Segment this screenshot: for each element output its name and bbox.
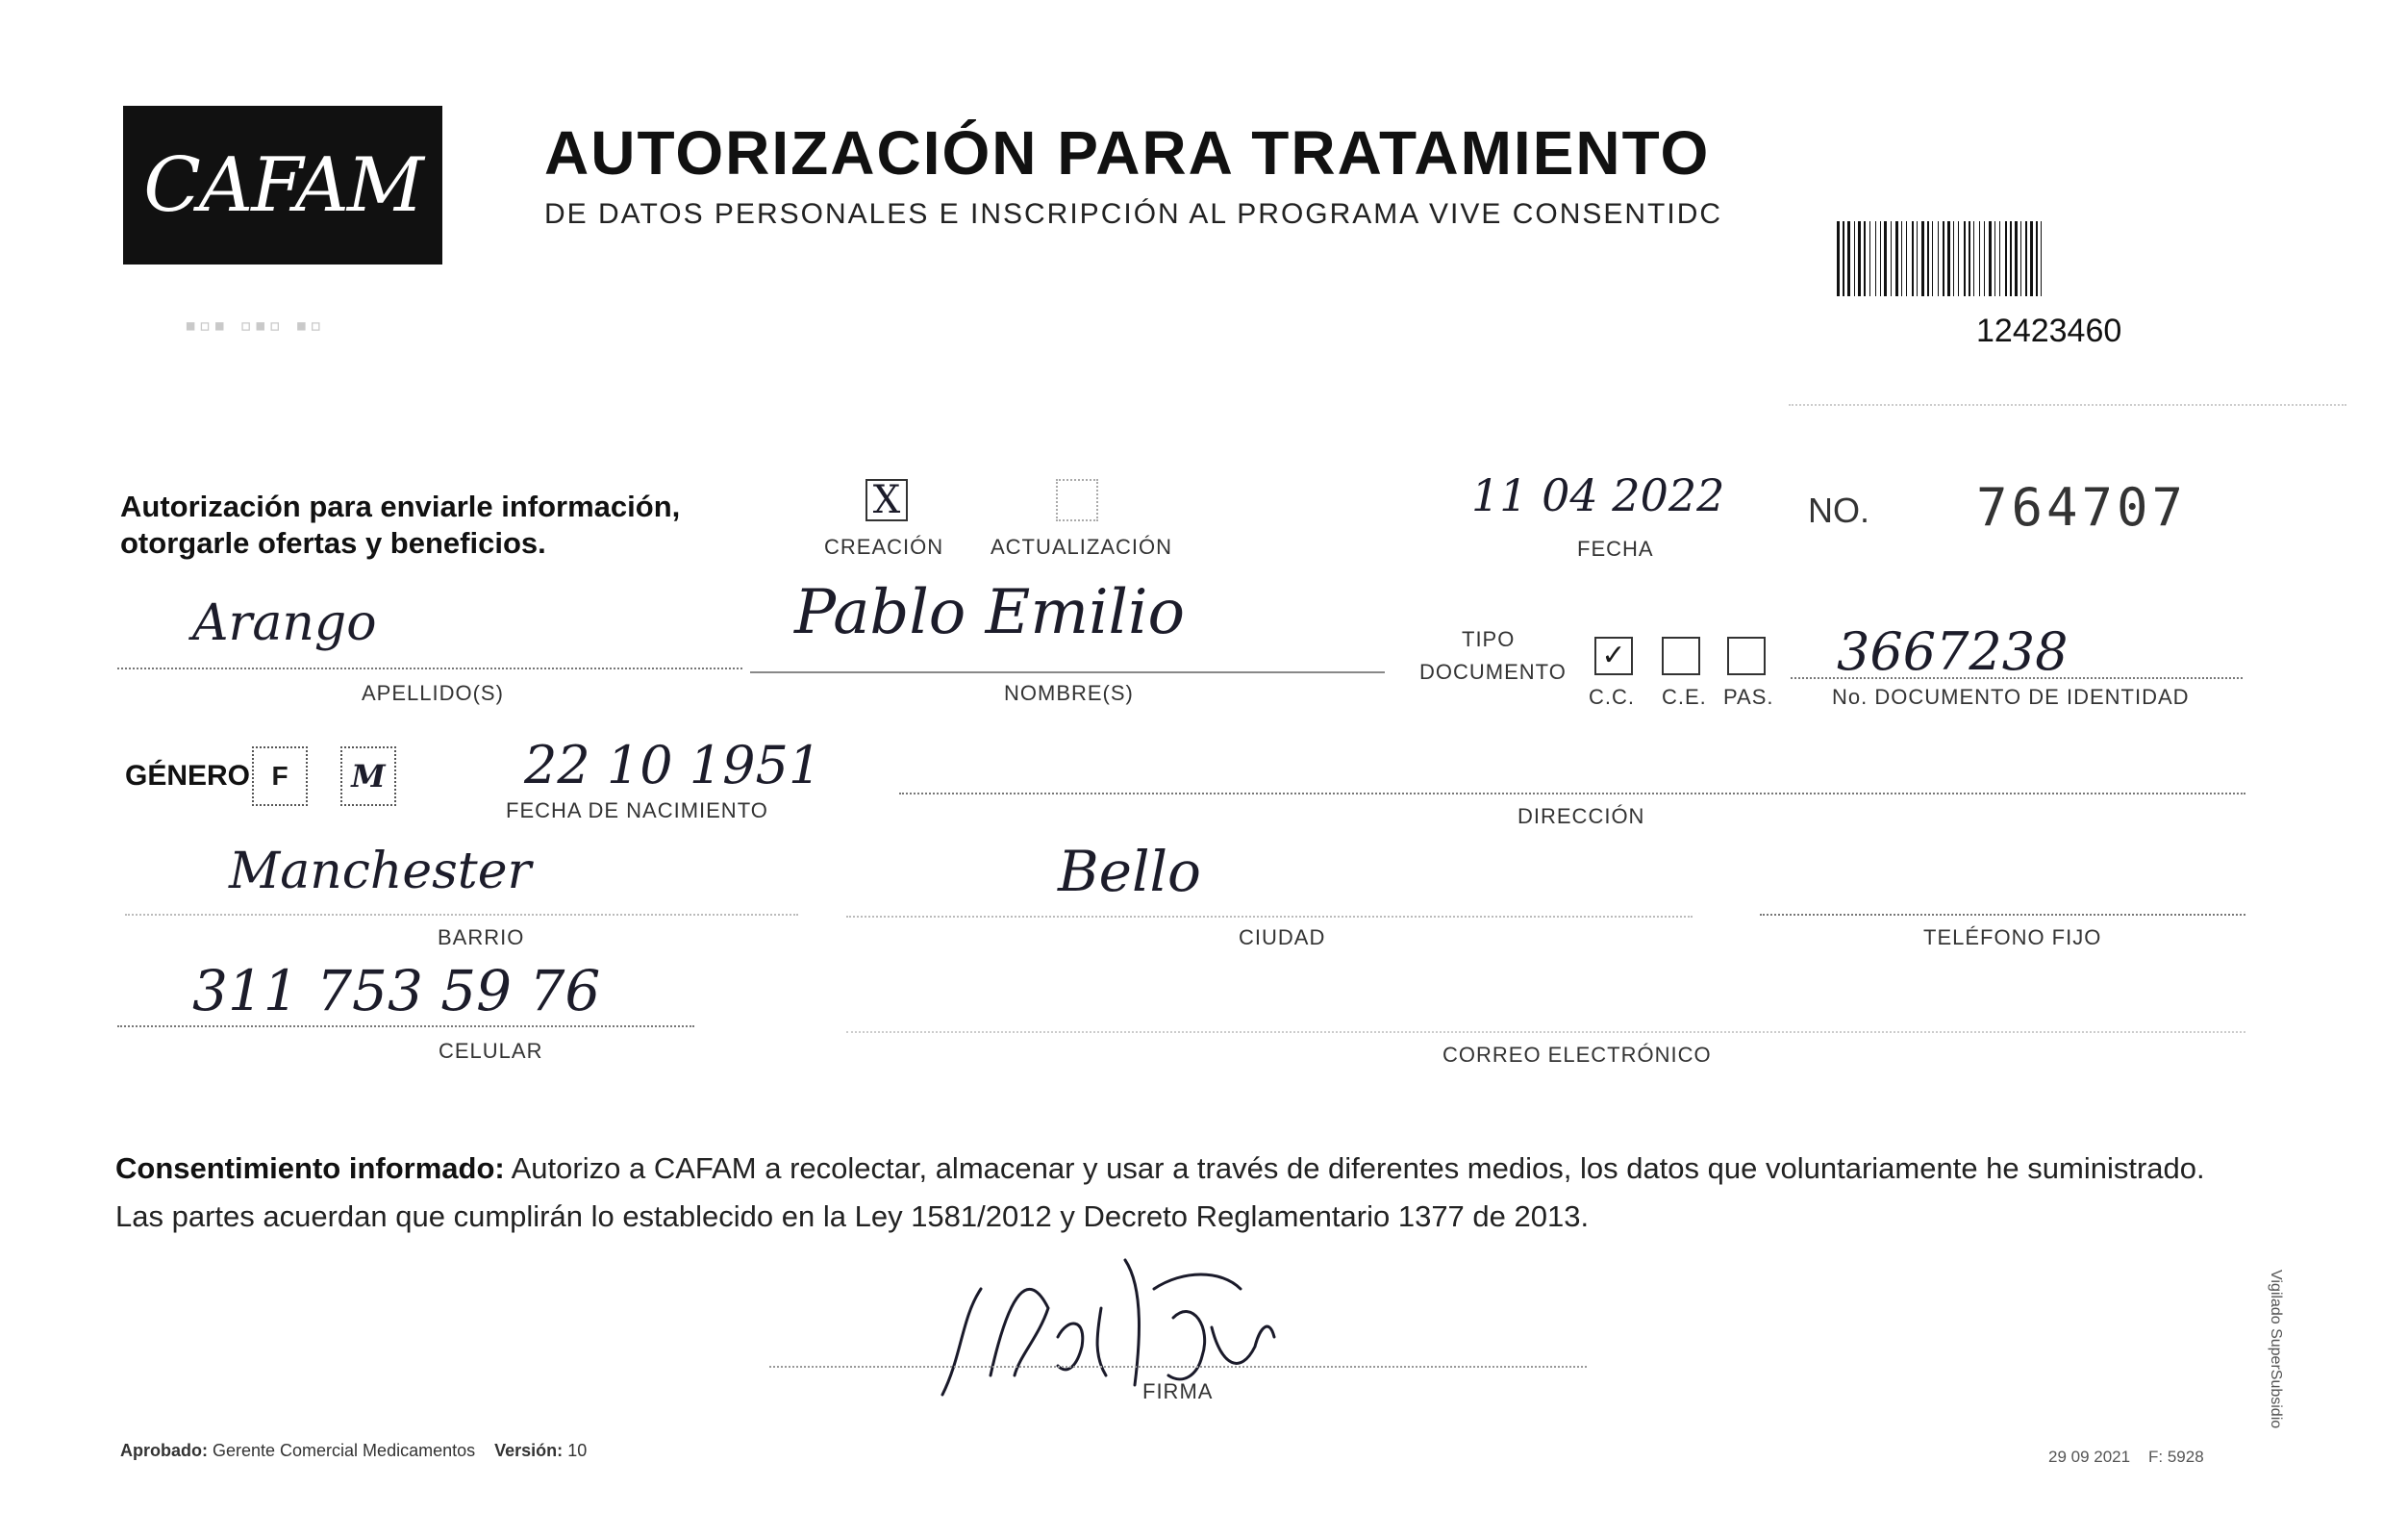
nombres-label: NOMBRE(S) [1004,681,1134,705]
apellidos-line [117,668,742,669]
direccion-label: DIRECCIÓN [1518,804,1645,828]
auth-line-2: otorgarle ofertas y beneficios. [120,526,546,560]
genero-m-box[interactable] [340,746,396,806]
creacion-label: CREACIÓN [824,535,944,559]
aprobado-label: Aprobado: [120,1441,208,1460]
numero-label: NO. [1808,491,1870,530]
footer-approval [120,1441,587,1461]
firma-label: FIRMA [1142,1379,1214,1403]
actualizacion-label: ACTUALIZACIÓN [991,535,1173,559]
form-title: AUTORIZACIÓN PARA TRATAMIENTO [544,118,1711,188]
fecha-nacimiento-value: 22 10 1951 [524,735,822,795]
ce-checkbox[interactable] [1662,637,1700,675]
fecha-label: FECHA [1577,537,1654,561]
version-label: Versión: [494,1441,564,1460]
genero-f-box[interactable] [252,746,308,806]
form-code: F: 5928 [2148,1448,2204,1466]
genero-m-label: M [351,758,386,794]
barrio-value: Manchester [229,843,532,900]
telefono-fijo-line [1760,914,2245,916]
celular-label: CELULAR [439,1039,543,1063]
ciudad-value: Bello [1058,839,1201,904]
creacion-mark: X [872,478,901,522]
footer-codes [2048,1448,2204,1467]
divider [1789,404,2346,406]
apellidos-value: Arango [192,594,377,652]
consent-line-1 [115,1145,2250,1193]
direccion-line [899,793,2245,794]
faint-stamp: ▪▫▪ ▫▪▫ ▪▫ [185,308,325,344]
numero-value: 764707 [1976,477,2188,538]
consent-text-1: Autorizo a CAFAM a recolectar, almacenar y usar a través de diferentes medios, los datos que voluntariamente he suministrado. [511,1151,2205,1185]
barrio-label: BARRIO [438,925,525,949]
fecha-value: 11 04 2022 [1471,469,1725,521]
genero-f-label: F [271,761,288,791]
aprobado-value: Gerente Comercial Medicamentos [213,1441,476,1460]
creacion-checkbox[interactable] [865,479,908,521]
consent-line-2: Las partes acuerdan que cumplirán lo establecido en la Ley 1581/2012 y Decreto Reglamentario 1377 de 2013. [115,1199,1590,1233]
apellidos-label: APELLIDO(S) [362,681,504,705]
actualizacion-checkbox[interactable] [1056,479,1098,521]
cc-check-mark: ✓ [1601,640,1626,671]
cc-label: C.C. [1589,685,1635,709]
authorization-heading [120,489,680,562]
signature [923,1231,1308,1404]
celular-line [117,1025,694,1027]
version-value: 10 [567,1441,588,1460]
correo-line [846,1031,2245,1033]
pas-label: PAS. [1723,685,1774,709]
cafam-logo: CAFAM [123,106,442,265]
consent-lead: Consentimiento informado: [115,1151,505,1185]
barrio-line [125,914,798,916]
celular-value: 311 753 59 76 [192,958,601,1023]
consent-paragraph [115,1145,2250,1241]
ciudad-label: CIUDAD [1239,925,1326,949]
correo-label: CORREO ELECTRÓNICO [1442,1043,1712,1067]
auth-line-1: Autorización para enviarle información, [120,490,681,523]
ciudad-line [846,916,1693,918]
numero-documento-label: No. DOCUMENTO DE IDENTIDAD [1832,685,2190,709]
ce-label: C.E. [1662,685,1707,709]
fecha-nacimiento-label: FECHA DE NACIMIENTO [506,798,768,822]
form-subtitle: DE DATOS PERSONALES E INSCRIPCIÓN AL PROGRAMA VIVE CONSENTIDC [544,198,1723,230]
vigilado-side-text: Vigilado SuperSubsidio [2268,1270,2284,1429]
nombres-line [750,671,1385,673]
barcode [1837,221,2229,296]
tipo-documento-label-2: DOCUMENTO [1419,660,1567,684]
cc-checkbox[interactable] [1594,637,1633,675]
firma-line [769,1366,1587,1368]
numero-documento-value: 3667238 [1837,621,2069,682]
tipo-documento-label-1: TIPO [1462,627,1516,651]
pas-checkbox[interactable] [1727,637,1766,675]
date-code: 29 09 2021 [2048,1448,2131,1466]
genero-label: GÉNERO [125,760,251,792]
telefono-fijo-label: TELÉFONO FIJO [1923,925,2102,949]
nombres-value: Pablo Emilio [794,577,1185,648]
numero-documento-line [1791,677,2243,679]
barcode-number: 12423460 [1976,313,2122,349]
